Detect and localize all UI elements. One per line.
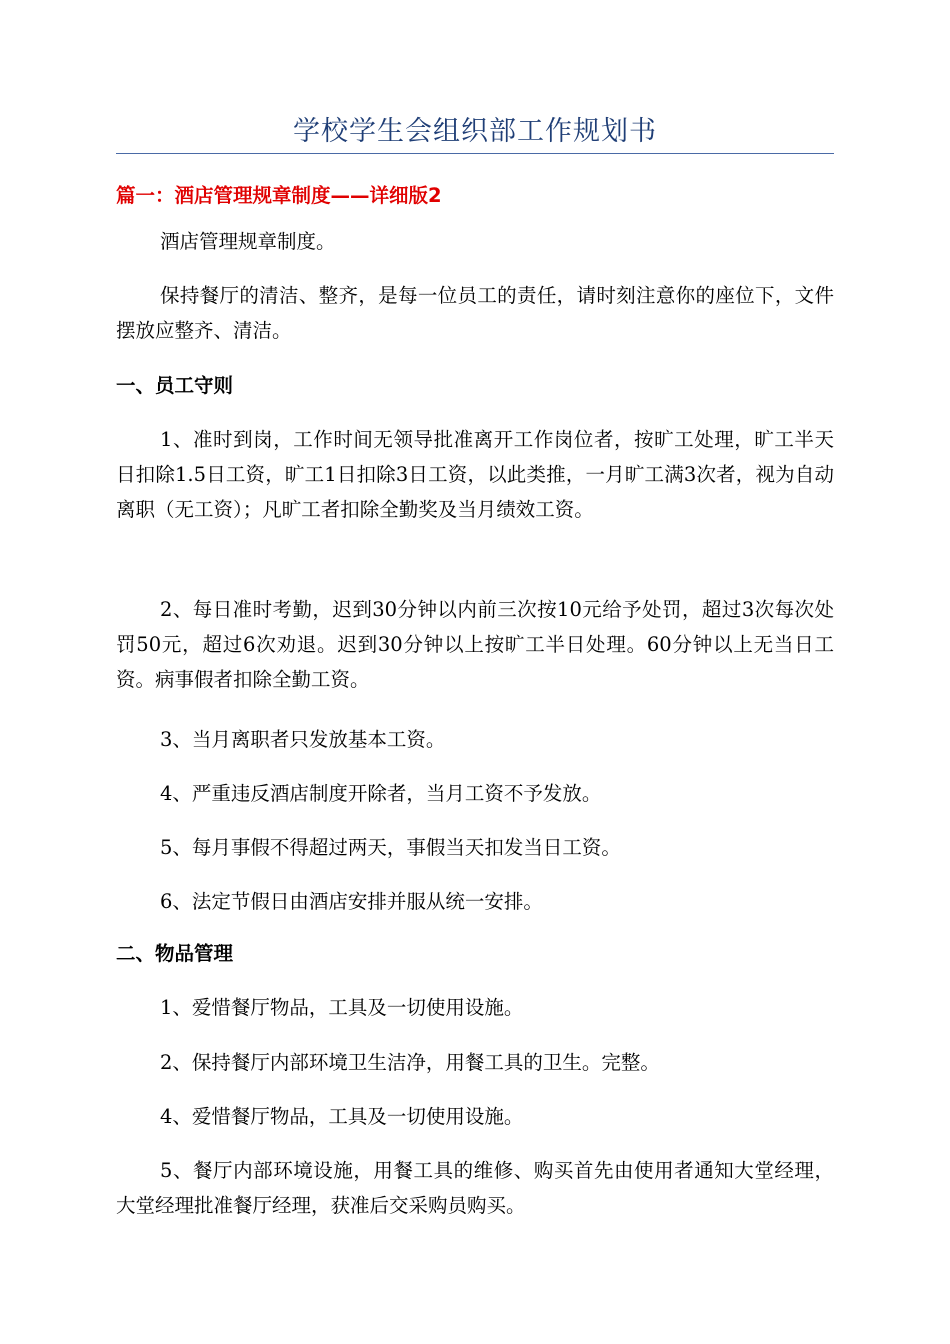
list-item: 2、保持餐厅内部环境卫生洁净，用餐工具的卫生。完整。 (160, 1051, 660, 1074)
document-title: 学校学生会组织部工作规划书 (293, 116, 657, 147)
list-item: 3、当月离职者只发放基本工资。 (160, 728, 446, 751)
part-heading: 篇一：酒店管理规章制度——详细版2 (116, 184, 442, 207)
list-item: 1、准时到岗，工作时间无领导批准离开工作岗位者，按旷工处理，旷工半天日扣除1.5日工资，旷工1日扣除3日工资，以此类推，一月旷工满3次者，视为自动离职（无工资）；凡旷工者扣除全勤奖及当月绩效工资。 (116, 428, 834, 521)
list-item: 2、每日准时考勤，迟到30分钟以内前三次按10元给予处罚，超过3次每次处罚50元，超过6次劝退。迟到30分钟以上按旷工半日处理。60分钟以上无当日工资。病事假者扣除全勤工资。 (116, 598, 834, 691)
intro-paragraph: 保持餐厅的清洁、整齐，是每一位员工的责任，请时刻注意你的座位下，文件摆放应整齐、清洁。 (116, 284, 834, 342)
list-item: 6、法定节假日由酒店安排并服从统一安排。 (160, 890, 543, 913)
list-item: 1、爱惜餐厅物品，工具及一切使用设施。 (160, 996, 524, 1019)
intro-paragraph: 酒店管理规章制度。 (160, 230, 336, 253)
section-heading: 二、物品管理 (116, 942, 234, 965)
list-item: 5、每月事假不得超过两天，事假当天扣发当日工资。 (160, 836, 621, 859)
list-item: 4、严重违反酒店制度开除者，当月工资不予发放。 (160, 782, 602, 805)
section-heading: 一、员工守则 (116, 374, 234, 397)
list-item: 5、餐厅内部环境设施，用餐工具的维修、购买首先由使用者通知大堂经理，大堂经理批准餐厅经理，获准后交采购员购买。 (116, 1159, 834, 1217)
title-underline (116, 153, 834, 154)
list-item: 4、爱惜餐厅物品，工具及一切使用设施。 (160, 1105, 524, 1128)
